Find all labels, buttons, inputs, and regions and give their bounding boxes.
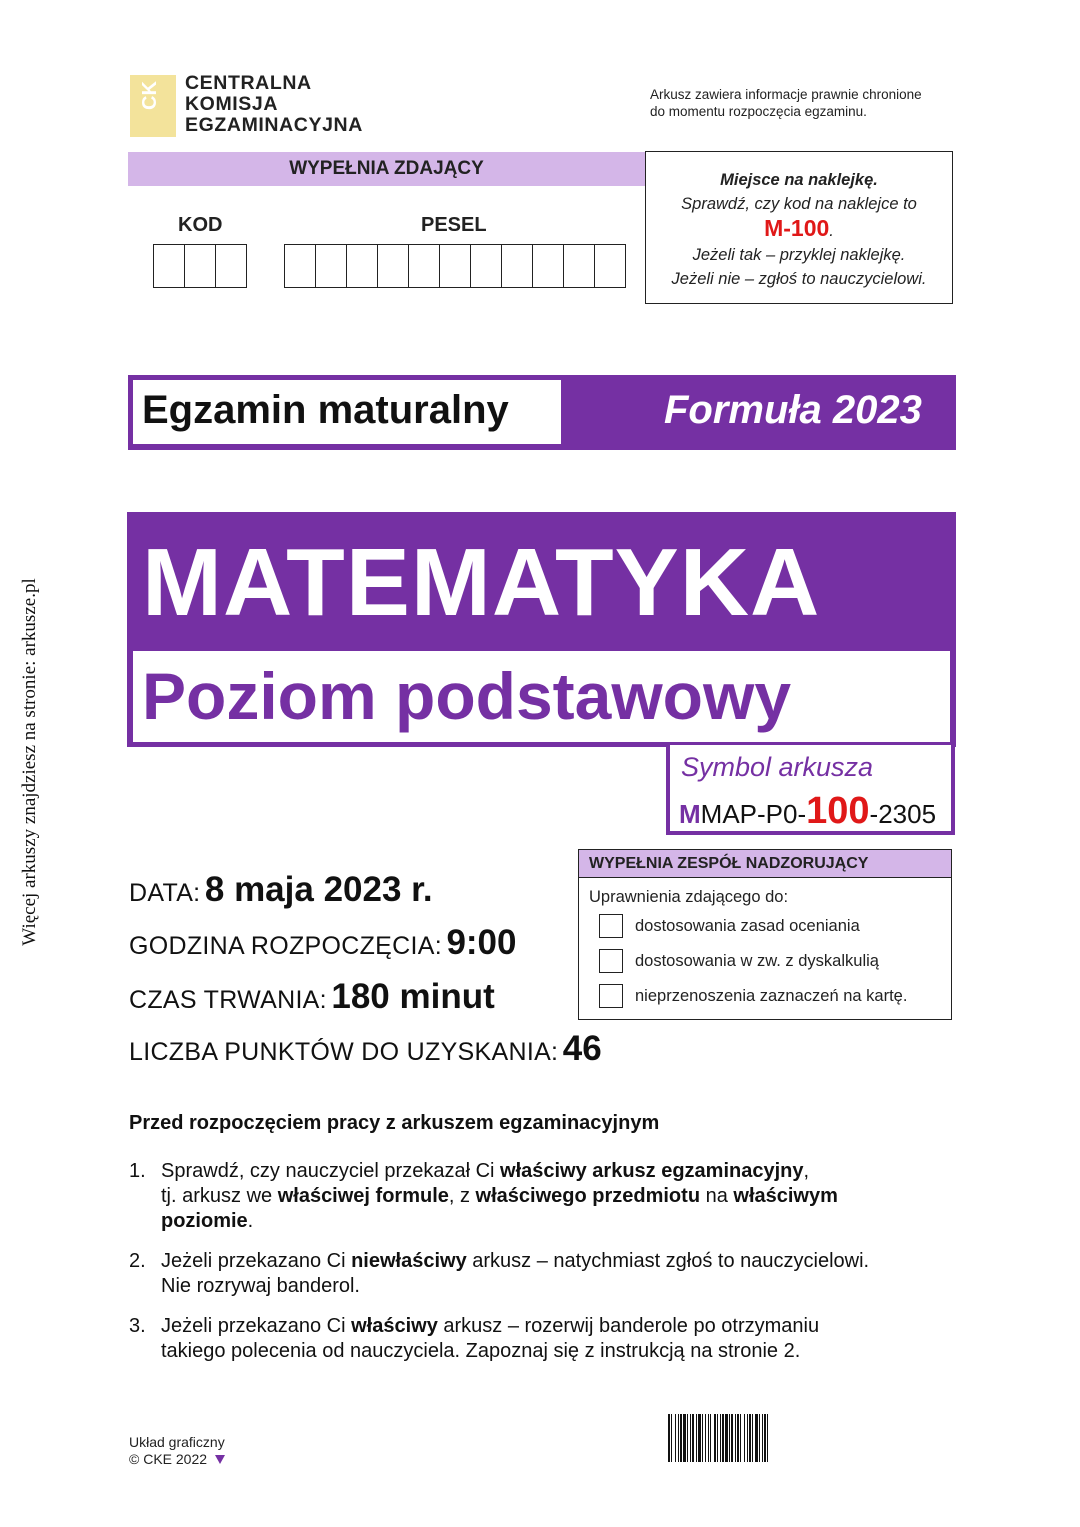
symbol-code: MMAP-P0-100-2305 <box>679 790 937 832</box>
supervisor-box <box>578 849 952 1020</box>
exam-duration: CZAS TRWANIA: 180 minut <box>129 977 495 1016</box>
exam-type: Egzamin maturalny <box>142 388 509 432</box>
side-note: Więcej arkuszy znajdziesz na stronie: arkusze.pl <box>19 578 40 946</box>
instruction-item: 3. Jeżeli przekazano Ci właściwy arkusz – rozerwij banderole po otrzymaniu takiego polecenia od nauczyciela. Zapoznaj się z instrukcją na stronie 2. <box>129 1315 820 1362</box>
instruction-item: 1. Sprawdź, czy nauczyciel przekazał Ci właściwy arkusz egzaminacyjny, tj. arkusz we właściwej formule, z właściwego przedmiotu na właściwym poziomie. <box>129 1160 838 1232</box>
instructions-title: Przed rozpoczęciem pracy z arkuszem egzaminacyjnym <box>129 1112 660 1134</box>
exam-date: DATA: 8 maja 2023 r. <box>129 870 433 909</box>
exam-formula: Formuła 2023 <box>664 388 922 432</box>
pesel-boxes[interactable] <box>284 244 626 288</box>
cke-logo-text: CENTRALNA KOMISJA EGZAMINACYJNA <box>185 72 363 136</box>
symbol-label: Symbol arkusza <box>681 752 874 782</box>
kod-boxes[interactable] <box>153 244 247 288</box>
candidate-fill-header: WYPEŁNIA ZDAJĄCY <box>128 152 645 186</box>
barcode <box>668 1414 942 1462</box>
exam-start-time: GODZINA ROZPOCZĘCIA: 9:00 <box>129 923 517 962</box>
option-row: dostosowania zasad oceniania <box>599 914 860 938</box>
kod-label: KOD <box>178 214 223 236</box>
cke-logo-icon: CK <box>130 75 176 137</box>
supervisor-intro: Uprawnienia zdającego do: <box>589 888 789 906</box>
checkbox[interactable] <box>599 984 623 1008</box>
level-title: Poziom podstawowy <box>142 659 792 733</box>
footer-credit: Układ graficzny © CKE 2022 <box>129 1434 225 1467</box>
subject-title: MATEMATYKA <box>142 529 821 636</box>
supervisor-header: WYPEŁNIA ZESPÓŁ NADZORUJĄCY <box>579 850 951 878</box>
cke-small-icon <box>215 1455 225 1464</box>
option-row: nieprzenoszenia zaznaczeń na kartę. <box>599 984 907 1008</box>
pesel-label: PESEL <box>421 214 487 236</box>
instruction-item: 2. Jeżeli przekazano Ci niewłaściwy arkusz – natychmiast zgłoś to nauczycielowi. Nie rozrywaj banderol. <box>129 1250 870 1297</box>
sticker-placeholder: Miejsce na naklejkę. Sprawdź, czy kod na naklejce to M-100. Jeżeli tak – przyklej naklejkę. Jeżeli nie – zgłoś to nauczycielowi. <box>645 151 953 304</box>
barcode-bar <box>768 1414 771 1462</box>
option-row: dostosowania w zw. z dyskalkulią <box>599 949 879 973</box>
exam-points: LICZBA PUNKTÓW DO UZYSKANIA: 46 <box>129 1029 602 1068</box>
legal-notice: Arkusz zawiera informacje prawnie chronione do momentu rozpoczęcia egzaminu. <box>650 87 922 119</box>
checkbox[interactable] <box>599 914 623 938</box>
checkbox[interactable] <box>599 949 623 973</box>
